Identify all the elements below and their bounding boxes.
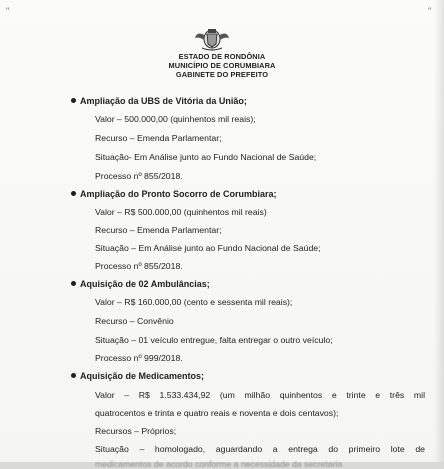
item-title-ubs — [80, 96, 247, 106]
item-line: Valor – R$ 1.533.434,92 (um milhão quinhentos e trinte e três mil — [95, 390, 425, 400]
scan-shadow — [434, 0, 444, 462]
letterhead-state: ESTADO DE RONDÔNIA — [178, 52, 266, 61]
item-line: quatrocentos e trinta e quatro reais e noventa e dois centavos); — [95, 408, 339, 418]
item-line: Situação – 01 veículo entregue, falta entregar o outro veículo; — [95, 335, 333, 345]
bullet-icon — [71, 373, 76, 378]
item-line: Processo nº 855/2018. — [95, 171, 183, 181]
item-line: Recurso – Emenda Parlamentar; — [95, 225, 222, 235]
bullet-icon — [71, 281, 76, 286]
item-line: Recurso – Emenda Parlamentar; — [95, 133, 222, 143]
item-line: Recurso – Convênio — [95, 316, 174, 326]
item-line-cut-off: medicamentos de acordo conforme a necessidade da secretaria — [95, 459, 343, 469]
bullet-icon — [71, 98, 76, 103]
item-line: Processo nº 999/2018. — [95, 353, 183, 363]
item-line: Situação- Em Análise junto ao Fundo Nacional de Saúde; — [95, 152, 317, 162]
letterhead-municipality: MUNICÍPIO DE CORUMBIARA — [168, 61, 276, 70]
item-line: Valor – R$ 500.000,00 (quinhentos mil reais) — [95, 207, 267, 217]
item-title-text: Ampliação do Pronto Socorro de Corumbiara; — [80, 189, 277, 199]
item-line: Valor – R$ 160.000,00 (cento e sessenta mil reais); — [95, 297, 293, 307]
item-line: Situação – homologado, aguardando a entrega do primeiro lote de — [95, 444, 425, 454]
item-title-text: Ampliação da UBS de Vitória da União; — [80, 96, 247, 106]
item-line: Situação – Em Análise junto ao Fundo Nacional de Saúde; — [95, 243, 321, 253]
bullet-icon — [71, 191, 76, 196]
corner-mark-right: " — [428, 6, 432, 16]
item-line: Processo nº 855/2018. — [95, 261, 183, 271]
item-title-text: Aquisição de 02 Ambulâncias; — [80, 279, 210, 289]
item-title-pronto-socorro — [80, 189, 277, 199]
item-line: Recursos – Próprios; — [95, 426, 177, 436]
corner-mark-left: " — [6, 6, 10, 16]
letterhead-office: GABINETE DO PREFEITO — [175, 70, 269, 79]
item-title-text: Aquisição de Medicamentos; — [80, 371, 205, 381]
item-title-medicamentos — [80, 371, 204, 381]
item-line: Valor – 500.000,00 (quinhentos mil reais); — [95, 114, 256, 124]
item-title-ambulancias — [80, 279, 210, 289]
